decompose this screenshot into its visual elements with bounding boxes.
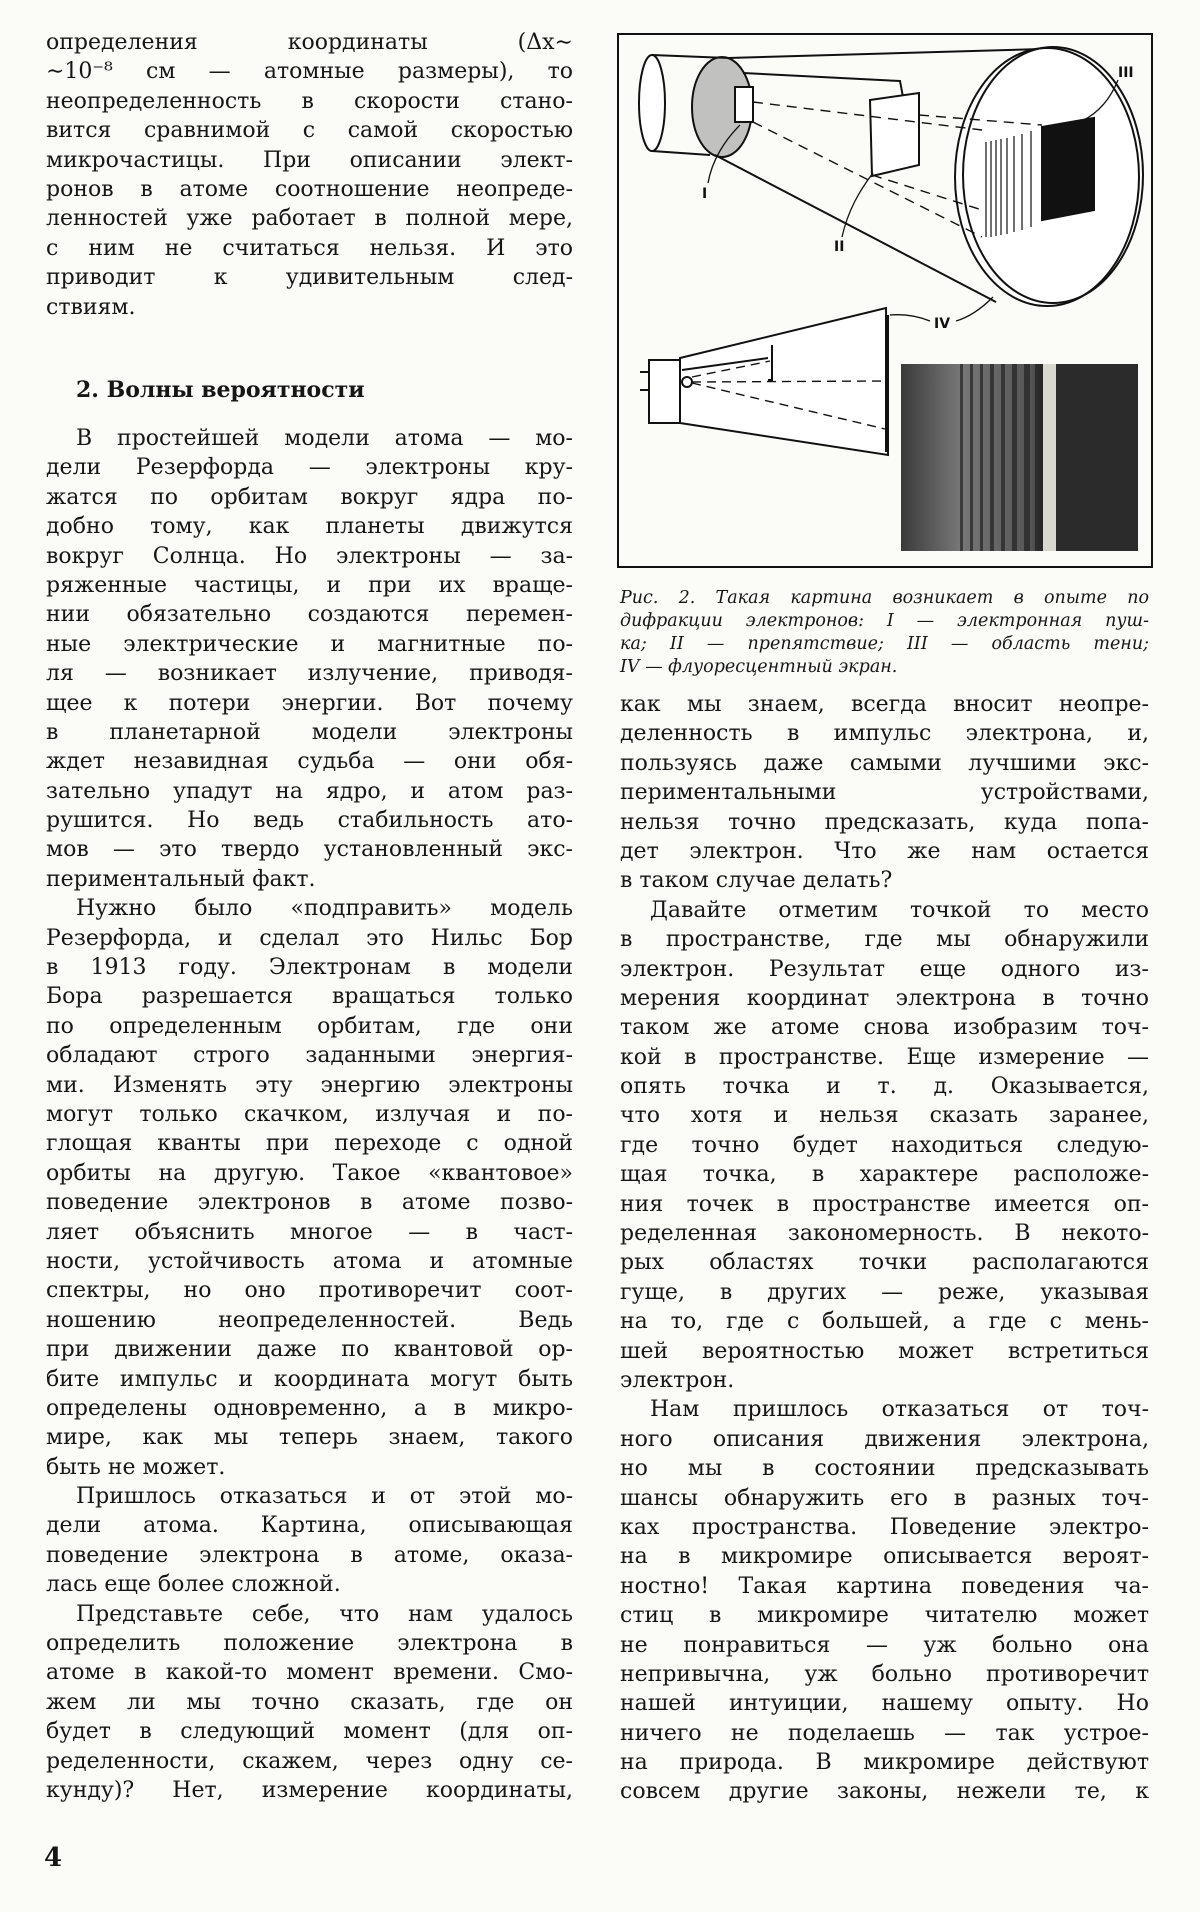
text-line: микрочастицы. При описании элект- bbox=[46, 147, 573, 173]
text-line: поведение электрона в атоме, оказа- bbox=[46, 1542, 573, 1568]
text-line: нашей интуиции, нашему опыту. Но bbox=[620, 1691, 1149, 1717]
text-line: при движении даже по квантовой ор- bbox=[46, 1337, 573, 1363]
section-heading: 2. Волны вероятности bbox=[76, 377, 365, 403]
left-column-body bbox=[46, 424, 573, 1805]
text-line: щее к потери энергии. Вот почему bbox=[46, 690, 573, 716]
text-line: Нам пришлось отказаться от точ- bbox=[650, 1397, 1149, 1423]
text-line: на то, где с большей, а где с мень- bbox=[620, 1309, 1149, 1335]
text-line: ленностей уже работает в полной мере, bbox=[46, 206, 573, 232]
text-line: Резерфорда, и сделал это Нильс Бор bbox=[46, 925, 573, 951]
paragraph bbox=[46, 28, 573, 322]
left-column-intro bbox=[46, 28, 573, 322]
text-line: но мы в состоянии предсказывать bbox=[620, 1456, 1149, 1482]
text-line: ределенности, скажем, через одну се- bbox=[46, 1748, 573, 1774]
paragraph bbox=[46, 894, 573, 1482]
electron-tube-large bbox=[639, 47, 1143, 321]
text-line: вокруг Солнца. Но электроны — за- bbox=[46, 543, 573, 569]
text-line: ряженные частицы, и при их враще- bbox=[46, 572, 573, 598]
text-line: неопределенность в скорости стано- bbox=[46, 88, 573, 114]
text-line: мире, как мы теперь знаем, такого bbox=[46, 1425, 573, 1451]
obstacle-plate bbox=[870, 93, 919, 176]
text-line: ного описания движения электрона, bbox=[620, 1426, 1149, 1452]
text-line: ничего не поделаешь — так устрое- bbox=[620, 1720, 1149, 1746]
text-line: быть не может. bbox=[46, 1454, 226, 1480]
text-line: совсем другие законы, нежели те, к bbox=[620, 1779, 1149, 1805]
text-line: деленность в импульс электрона, и, bbox=[620, 721, 1149, 747]
text-line: опять точка и т. д. Оказывается, bbox=[620, 1074, 1149, 1100]
text-line: спектры, но оно противоречит соот- bbox=[46, 1278, 573, 1304]
text-line: атоме в какой-то момент времени. Смо- bbox=[46, 1660, 573, 1686]
text-line: добно тому, как планеты движутся bbox=[46, 514, 573, 540]
text-line: нельзя точно предсказать, куда попа- bbox=[620, 809, 1149, 835]
text-line: на природа. В микромире действуют bbox=[620, 1750, 1149, 1776]
paragraph bbox=[620, 1395, 1149, 1806]
paragraph bbox=[620, 896, 1149, 1396]
text-line: где точно будет находиться следую- bbox=[620, 1132, 1149, 1158]
caption-line: дифракции электронов: I — электронная пуш- bbox=[620, 611, 1149, 631]
text-line: ношению неопределенностей. Ведь bbox=[46, 1307, 573, 1333]
text-line: лась еще более сложной. bbox=[46, 1572, 341, 1598]
text-line: по определенным орбитам, где они bbox=[46, 1013, 573, 1039]
text-line: рых областях точки располагаются bbox=[620, 1250, 1149, 1276]
text-line: Представьте себе, что нам удалось bbox=[76, 1601, 573, 1627]
text-line: кой в пространстве. Еще измерение — bbox=[620, 1044, 1149, 1070]
text-line: зательно упадут на ядро, и атом раз- bbox=[46, 778, 573, 804]
text-line: дели атома. Картина, описывающая bbox=[46, 1513, 573, 1539]
caption-line: IV — флуоресцентный экран. bbox=[620, 657, 898, 677]
text-line: электрон. Результат еще одного из- bbox=[620, 956, 1149, 982]
text-line: бите импульс и координата могут быть bbox=[46, 1366, 573, 1392]
text-line: определения координаты (Δx∼ bbox=[46, 30, 573, 55]
text-line: нии обязательно создаются перемен- bbox=[46, 602, 573, 628]
text-line: мерения координат электрона в точно bbox=[620, 985, 1149, 1011]
text-line: ностно! Такая картина поведения ча- bbox=[620, 1573, 1149, 1599]
text-line: поведение электронов в атоме позво- bbox=[46, 1190, 573, 1216]
text-line: пользуясь даже самыми лучшими экс- bbox=[620, 750, 1149, 776]
text-line: Нужно было «подправить» модель bbox=[76, 896, 573, 922]
text-line: в планетарной модели электроны bbox=[46, 719, 573, 745]
paragraph bbox=[46, 1482, 573, 1600]
text-line: определены одновременно, а в микро- bbox=[46, 1395, 573, 1421]
text-line: Бора разрешается вращаться только bbox=[46, 984, 573, 1010]
text-line: непривычна, уж больно противоречит bbox=[620, 1661, 1149, 1687]
text-line: что хотя и нельзя сказать заранее, bbox=[620, 1103, 1149, 1129]
page-number: 4 bbox=[44, 1843, 63, 1873]
paragraph bbox=[46, 424, 573, 894]
text-line: щая точка, в характере расположе- bbox=[620, 1162, 1149, 1188]
text-line: на в микромире описывается вероят- bbox=[620, 1544, 1149, 1570]
text-line: периментальный факт. bbox=[46, 866, 316, 892]
text-line: ния точек в пространстве имеется оп- bbox=[620, 1191, 1149, 1217]
text-line: гуще, в других — реже, указывая bbox=[620, 1279, 1149, 1305]
text-line: Давайте отметим точкой то место bbox=[650, 897, 1149, 923]
text-line: В простейшей модели атома — мо- bbox=[76, 426, 573, 451]
text-line: ∼10⁻⁸ см — атомные размеры), то bbox=[46, 59, 573, 85]
text-line: ности, устойчивость атома и атомные bbox=[46, 1248, 573, 1274]
paragraph bbox=[46, 1600, 573, 1806]
text-line: могут только скачком, излучая и по- bbox=[46, 1101, 573, 1127]
text-line: жем ли мы точно сказать, где он bbox=[46, 1689, 573, 1715]
text-line: ках пространства. Поведение электро- bbox=[620, 1514, 1149, 1540]
text-line: не понравиться — уж больно она bbox=[620, 1632, 1149, 1658]
electron-diffraction-figure bbox=[610, 25, 1160, 575]
text-line: рушится. Но ведь стабильность ато- bbox=[46, 808, 573, 834]
shadow-region bbox=[1042, 118, 1094, 220]
text-line: шансы обнаружить его в разных точ- bbox=[620, 1485, 1149, 1511]
text-line: ляет объяснить многое — в част- bbox=[46, 1219, 573, 1245]
text-line: приводит к удивительным след- bbox=[46, 265, 573, 291]
diffraction-illustration bbox=[610, 25, 1160, 575]
text-line: в таком случае делать? bbox=[620, 868, 893, 894]
text-line: ронов в атоме соотношение неопреде- bbox=[46, 176, 573, 202]
text-line: как мы знаем, всегда вносит неопре- bbox=[620, 692, 1149, 717]
label-shadow: III bbox=[1118, 65, 1134, 81]
text-line: орбиты на другую. Такое «квантовое» bbox=[46, 1160, 573, 1186]
text-line: обладают строго заданными энергия- bbox=[46, 1043, 573, 1069]
text-line: в пространстве, где мы обнаружили bbox=[620, 927, 1149, 953]
text-line: ные электрические и магнитные по- bbox=[46, 631, 573, 657]
text-line: мов — это твердо установленный экс- bbox=[46, 837, 573, 863]
text-line: будет в следующий момент (для оп- bbox=[46, 1719, 573, 1745]
text-line: шей вероятностью может встретиться bbox=[620, 1338, 1149, 1364]
text-line: Пришлось отказаться и от этой мо- bbox=[76, 1484, 573, 1510]
figure-caption bbox=[620, 587, 1149, 679]
text-line: электрон. bbox=[620, 1367, 735, 1393]
text-line: ми. Изменять эту энергию электроны bbox=[46, 1072, 573, 1098]
paragraph bbox=[620, 690, 1149, 896]
text-line: стиц в микромире читателю может bbox=[620, 1603, 1149, 1629]
electron-tube-small bbox=[640, 308, 888, 455]
text-line: таком же атоме снова изобразим точ- bbox=[620, 1015, 1149, 1041]
text-line: глощая кванты при переходе с одной bbox=[46, 1131, 573, 1157]
diffraction-photo bbox=[901, 364, 1138, 551]
label-gun: I bbox=[702, 186, 708, 202]
text-line: вится сравнимой с самой скоростью bbox=[46, 118, 573, 144]
text-line: определить положение электрона в bbox=[46, 1631, 573, 1657]
text-line: с ним не считаться нельзя. И это bbox=[46, 235, 573, 261]
text-line: в 1913 году. Электронам в модели bbox=[46, 955, 573, 981]
text-line: кунду)? Нет, измерение координаты, bbox=[46, 1777, 573, 1803]
text-line: ределенная закономерность. В некото- bbox=[620, 1221, 1149, 1247]
text-line: ждет незавидная судьба — они обя- bbox=[46, 749, 573, 775]
text-line: дели Резерфорда — электроны кру- bbox=[46, 455, 573, 481]
caption-line: ка; II — препятствие; III — область тени; bbox=[620, 634, 1149, 654]
text-line: ствиям. bbox=[46, 294, 136, 320]
text-line: периментальными устройствами, bbox=[620, 780, 1149, 806]
label-screen: IV bbox=[934, 316, 951, 332]
caption-line: Рис. 2. Такая картина возникает в опыте по bbox=[620, 588, 1149, 608]
text-line: ля — возникает излучение, приводя- bbox=[46, 661, 573, 687]
right-column-body bbox=[620, 690, 1149, 1807]
label-obstacle: II bbox=[834, 239, 845, 255]
text-line: жатся по орбитам вокруг ядра по- bbox=[46, 484, 573, 510]
text-line: дет электрон. Что же нам остается bbox=[620, 838, 1149, 864]
